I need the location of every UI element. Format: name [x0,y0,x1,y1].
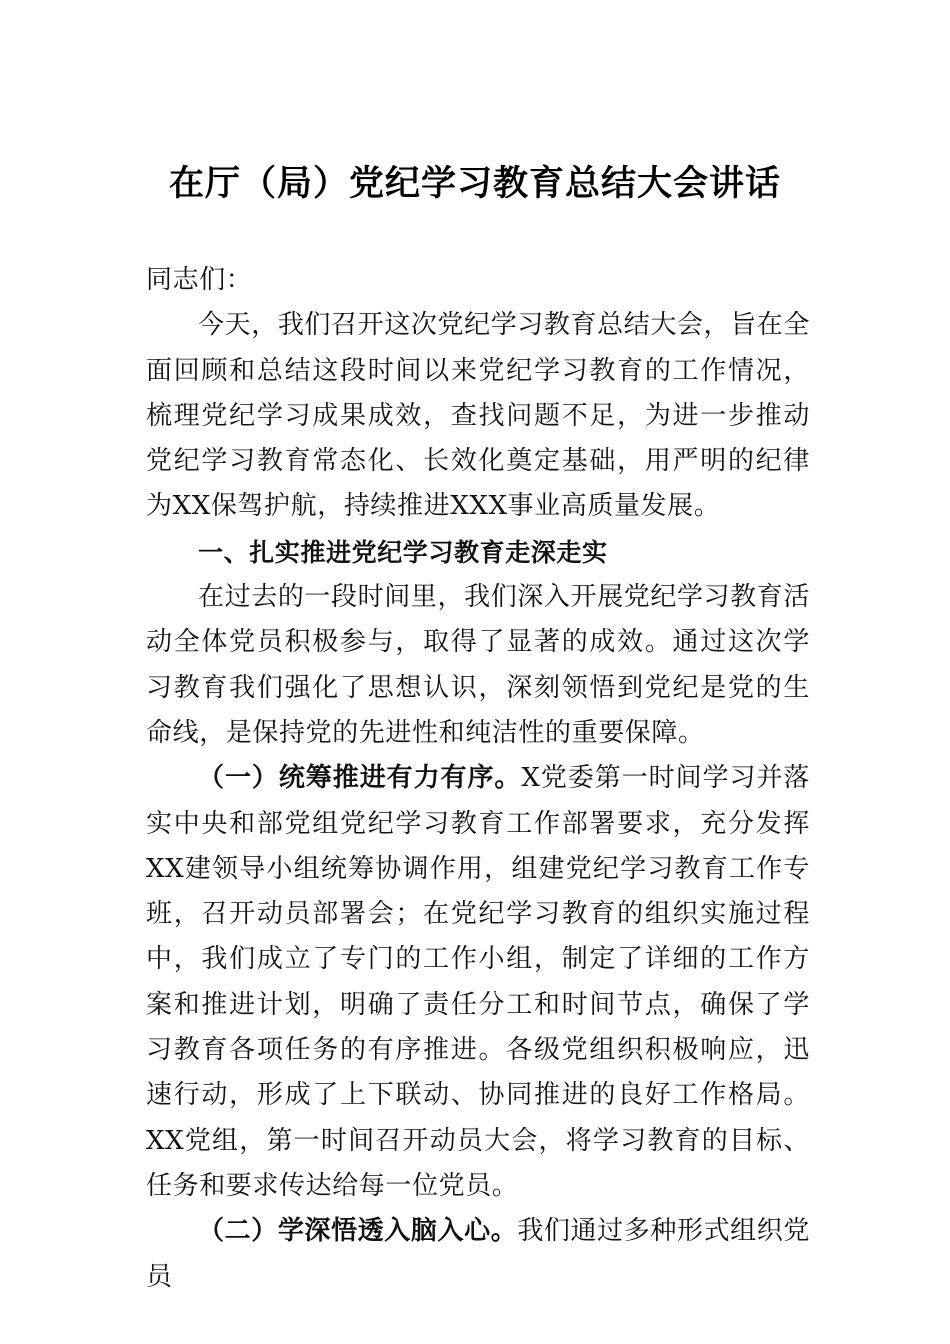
document-title: 在厅（局）党纪学习教育总结大会讲话 [168,164,781,204]
subsection-2-paragraph [146,1209,810,1300]
intro-paragraph: 今天，我们召开这次党纪学习教育总结大会，旨在全面回顾和总结这段时间以来党纪学习教育的工作情况，梳理党纪学习成果成效，查找问题不足，为进一步推动党纪学习教育常态化、长效化奠定基础，用严明的纪律为XX保驾护航，持续推进XXX事业高质量发展。 [146,310,810,522]
section-heading: 一、扎实推进党纪学习教育走深走实 [198,537,608,567]
salutation: 同志们： [146,265,253,295]
subsection-2-lead: （二）学深悟透入脑入心。 [198,1216,518,1247]
subsection-1-paragraph [146,756,810,1209]
subsection-2-text: 我们通过多种形式组织党员 [146,1216,810,1292]
subsection-1-text: X党委第一时间学习并落实中央和部党组党纪学习教育工作部署要求，充分发挥XX建领导小组统筹协调作用，组建党纪学习教育工作专班，召开动员部署会；在党纪学习教育的组织实施过程中，我们成立了专门的工作小组，制定了详细的工作方案和推进计划，明确了责任分工和时间节点，确保了学习教育各项任务的有序推进。各级党组织积极响应，迅速行动，形成了上下联动、协同推进的良好工作格局。XX党组，第一时间召开动员大会，将学习教育的目标、任务和要求传达给每一位党员。 [146,763,810,1201]
subsection-1-lead: （一）统筹推进有力有序。 [198,763,522,794]
document-body [146,258,810,1300]
section-paragraph: 在过去的一段时间里，我们深入开展党纪学习教育活动全体党员积极参与，取得了显著的成效。通过这次学习教育我们强化了思想认识，深刻领悟到党纪是党的生命线，是保持党的先进性和纯洁性的重要保障。 [146,582,810,748]
